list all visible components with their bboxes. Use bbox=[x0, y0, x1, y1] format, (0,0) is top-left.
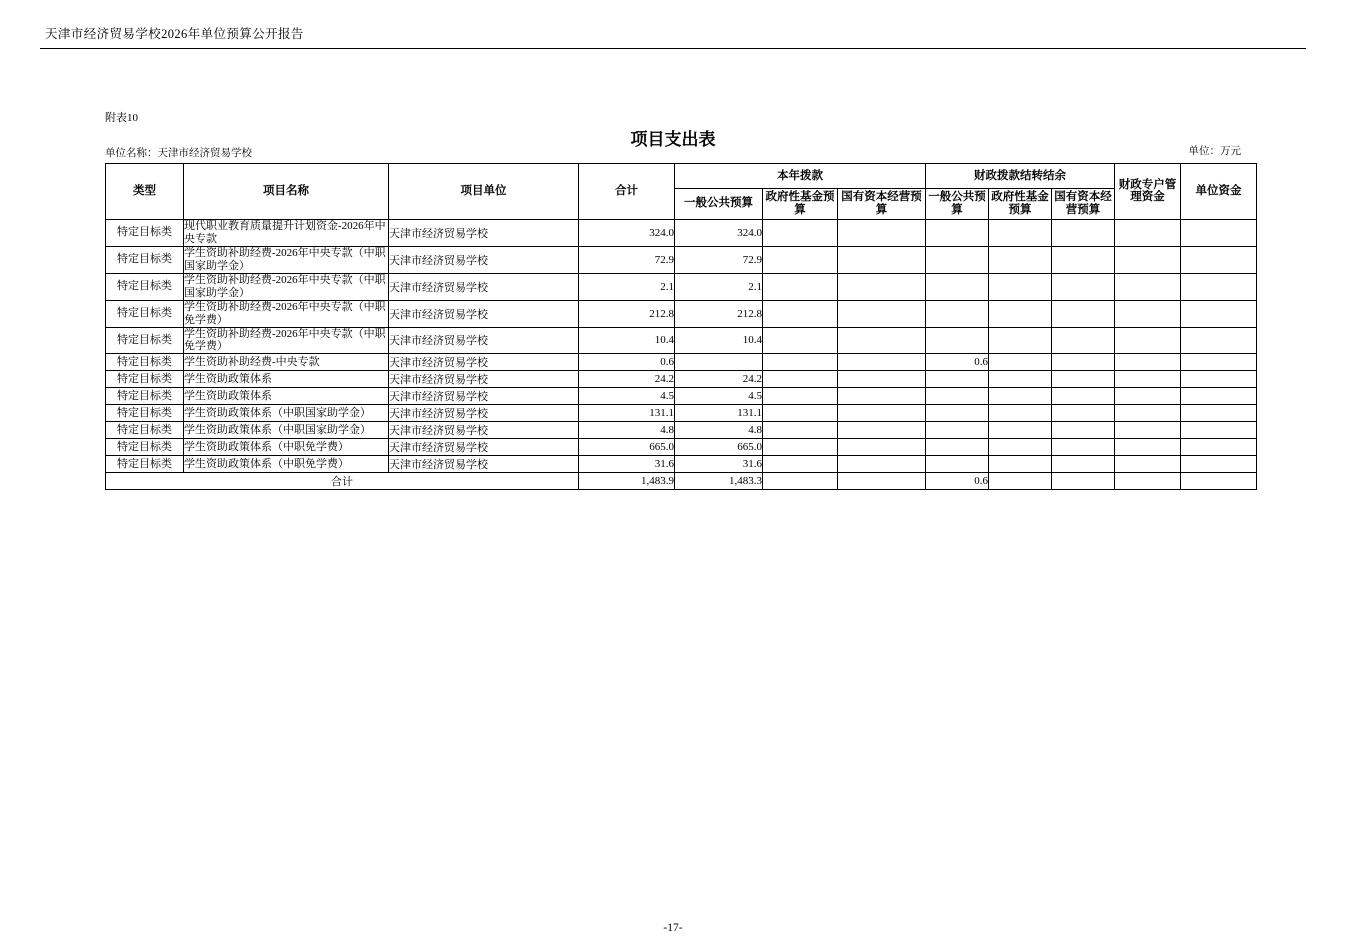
cell-cy-state-capital bbox=[838, 439, 926, 456]
cell-type: 特定目标类 bbox=[106, 405, 184, 422]
cell-cy-gov-fund bbox=[763, 405, 838, 422]
cell-type: 特定目标类 bbox=[106, 300, 184, 327]
table-row bbox=[106, 388, 1257, 405]
cell-co-general bbox=[926, 300, 989, 327]
cell-total: 31.6 bbox=[579, 456, 675, 473]
cell-co-state-capital bbox=[1052, 371, 1115, 388]
cell-co-general bbox=[926, 456, 989, 473]
cell-special-account bbox=[1115, 219, 1181, 246]
cell-co-gov-fund bbox=[989, 273, 1052, 300]
cell-total: 131.1 bbox=[579, 405, 675, 422]
cell-cy-general: 212.8 bbox=[675, 300, 763, 327]
col-header-special-account: 财政专户管理资金 bbox=[1115, 164, 1181, 220]
running-header: 天津市经济贸易学校2026年单位预算公开报告 bbox=[45, 27, 304, 41]
cell-co-gov-fund bbox=[989, 439, 1052, 456]
cell-project-name: 学生资助补助经费-2026年中央专款（中职免学费） bbox=[184, 327, 389, 354]
cell-cy-general: 2.1 bbox=[675, 273, 763, 300]
cell-project-name: 学生资助政策体系（中职免学费） bbox=[184, 456, 389, 473]
cell-project-name: 学生资助补助经费-2026年中央专款（中职国家助学金） bbox=[184, 246, 389, 273]
cell-co-state-capital bbox=[1052, 327, 1115, 354]
cell-special-account bbox=[1115, 354, 1181, 371]
cell-project-unit: 天津市经济贸易学校 bbox=[389, 439, 579, 456]
page-title: 项目支出表 bbox=[630, 130, 716, 149]
cell-type: 特定目标类 bbox=[106, 219, 184, 246]
total-cell-unit-funds bbox=[1181, 473, 1257, 490]
cell-co-gov-fund bbox=[989, 354, 1052, 371]
cell-project-name: 学生资助政策体系 bbox=[184, 388, 389, 405]
cell-unit-funds bbox=[1181, 422, 1257, 439]
cell-co-state-capital bbox=[1052, 354, 1115, 371]
cell-cy-general: 131.1 bbox=[675, 405, 763, 422]
table-row bbox=[106, 422, 1257, 439]
cell-co-gov-fund bbox=[989, 219, 1052, 246]
attachment-label: 附表10 bbox=[105, 112, 138, 124]
cell-co-state-capital bbox=[1052, 388, 1115, 405]
cell-cy-state-capital bbox=[838, 246, 926, 273]
table-row bbox=[106, 371, 1257, 388]
table-total-row bbox=[106, 473, 1257, 490]
col-header-carryover-group: 财政拨款结转结余 bbox=[926, 164, 1115, 189]
cell-co-general bbox=[926, 327, 989, 354]
total-cell-total: 1,483.9 bbox=[579, 473, 675, 490]
col-header-project-unit: 项目单位 bbox=[389, 164, 579, 220]
cell-project-unit: 天津市经济贸易学校 bbox=[389, 273, 579, 300]
cell-co-gov-fund bbox=[989, 300, 1052, 327]
cell-co-state-capital bbox=[1052, 273, 1115, 300]
cell-type: 特定目标类 bbox=[106, 327, 184, 354]
cell-cy-state-capital bbox=[838, 422, 926, 439]
col-header-co-state-capital: 国有资本经营预算 bbox=[1052, 189, 1115, 220]
cell-co-state-capital bbox=[1052, 246, 1115, 273]
cell-cy-general: 324.0 bbox=[675, 219, 763, 246]
cell-co-state-capital bbox=[1052, 456, 1115, 473]
cell-project-name: 学生资助补助经费-2026年中央专款（中职免学费） bbox=[184, 300, 389, 327]
table-row bbox=[106, 327, 1257, 354]
cell-co-general bbox=[926, 439, 989, 456]
cell-type: 特定目标类 bbox=[106, 246, 184, 273]
cell-unit-funds bbox=[1181, 439, 1257, 456]
cell-project-unit: 天津市经济贸易学校 bbox=[389, 300, 579, 327]
cell-unit-funds bbox=[1181, 246, 1257, 273]
cell-project-unit: 天津市经济贸易学校 bbox=[389, 219, 579, 246]
cell-cy-state-capital bbox=[838, 327, 926, 354]
cell-total: 212.8 bbox=[579, 300, 675, 327]
cell-unit-funds bbox=[1181, 273, 1257, 300]
cell-type: 特定目标类 bbox=[106, 439, 184, 456]
cell-type: 特定目标类 bbox=[106, 371, 184, 388]
table-row bbox=[106, 456, 1257, 473]
cell-total: 10.4 bbox=[579, 327, 675, 354]
cell-co-general bbox=[926, 388, 989, 405]
cell-total: 665.0 bbox=[579, 439, 675, 456]
total-cell-co-gov-fund bbox=[989, 473, 1052, 490]
cell-cy-state-capital bbox=[838, 456, 926, 473]
cell-cy-gov-fund bbox=[763, 388, 838, 405]
table-row bbox=[106, 354, 1257, 371]
total-cell-co-general: 0.6 bbox=[926, 473, 989, 490]
cell-co-gov-fund bbox=[989, 456, 1052, 473]
cell-cy-gov-fund bbox=[763, 422, 838, 439]
table-body bbox=[106, 219, 1257, 490]
cell-project-name: 学生资助补助经费-2026年中央专款（中职国家助学金） bbox=[184, 273, 389, 300]
cell-co-state-capital bbox=[1052, 422, 1115, 439]
col-header-unit-funds: 单位资金 bbox=[1181, 164, 1257, 220]
cell-co-general bbox=[926, 422, 989, 439]
col-header-total: 合计 bbox=[579, 164, 675, 220]
cell-type: 特定目标类 bbox=[106, 354, 184, 371]
cell-project-unit: 天津市经济贸易学校 bbox=[389, 327, 579, 354]
project-expenditure-table bbox=[105, 163, 1257, 490]
cell-cy-gov-fund bbox=[763, 327, 838, 354]
table-row bbox=[106, 300, 1257, 327]
cell-co-gov-fund bbox=[989, 388, 1052, 405]
header-divider bbox=[40, 48, 1306, 49]
cell-unit-funds bbox=[1181, 405, 1257, 422]
cell-special-account bbox=[1115, 439, 1181, 456]
cell-co-general bbox=[926, 246, 989, 273]
cell-co-general bbox=[926, 405, 989, 422]
total-cell-cy-gov-fund bbox=[763, 473, 838, 490]
cell-cy-general: 31.6 bbox=[675, 456, 763, 473]
col-header-co-gov-fund: 政府性基金预算 bbox=[989, 189, 1052, 220]
table-row bbox=[106, 439, 1257, 456]
cell-project-unit: 天津市经济贸易学校 bbox=[389, 388, 579, 405]
cell-total: 24.2 bbox=[579, 371, 675, 388]
cell-unit-funds bbox=[1181, 300, 1257, 327]
cell-special-account bbox=[1115, 246, 1181, 273]
cell-co-state-capital bbox=[1052, 439, 1115, 456]
page-number: -17- bbox=[663, 922, 683, 934]
cell-co-gov-fund bbox=[989, 371, 1052, 388]
cell-project-name: 学生资助补助经费-中央专款 bbox=[184, 354, 389, 371]
cell-project-unit: 天津市经济贸易学校 bbox=[389, 405, 579, 422]
cell-co-general bbox=[926, 219, 989, 246]
cell-cy-state-capital bbox=[838, 388, 926, 405]
cell-type: 特定目标类 bbox=[106, 456, 184, 473]
cell-cy-gov-fund bbox=[763, 246, 838, 273]
cell-project-unit: 天津市经济贸易学校 bbox=[389, 246, 579, 273]
cell-unit-funds bbox=[1181, 388, 1257, 405]
col-header-type: 类型 bbox=[106, 164, 184, 220]
cell-project-name: 学生资助政策体系（中职国家助学金） bbox=[184, 422, 389, 439]
cell-cy-gov-fund bbox=[763, 273, 838, 300]
cell-total-label: 合计 bbox=[106, 473, 579, 490]
cell-cy-general: 24.2 bbox=[675, 371, 763, 388]
cell-cy-gov-fund bbox=[763, 300, 838, 327]
cell-total: 2.1 bbox=[579, 273, 675, 300]
cell-total: 0.6 bbox=[579, 354, 675, 371]
cell-cy-state-capital bbox=[838, 354, 926, 371]
cell-cy-gov-fund bbox=[763, 371, 838, 388]
unit-measure: 单位：万元 bbox=[1188, 146, 1241, 157]
cell-unit-funds bbox=[1181, 456, 1257, 473]
cell-cy-gov-fund bbox=[763, 219, 838, 246]
cell-type: 特定目标类 bbox=[106, 273, 184, 300]
cell-total: 324.0 bbox=[579, 219, 675, 246]
cell-special-account bbox=[1115, 327, 1181, 354]
cell-special-account bbox=[1115, 422, 1181, 439]
cell-cy-general: 4.8 bbox=[675, 422, 763, 439]
cell-total: 4.5 bbox=[579, 388, 675, 405]
cell-project-name: 学生资助政策体系（中职免学费） bbox=[184, 439, 389, 456]
cell-co-general: 0.6 bbox=[926, 354, 989, 371]
cell-cy-general: 665.0 bbox=[675, 439, 763, 456]
cell-cy-general: 4.5 bbox=[675, 388, 763, 405]
col-header-current-year-group: 本年拨款 bbox=[675, 164, 926, 189]
cell-total: 4.8 bbox=[579, 422, 675, 439]
cell-cy-general: 10.4 bbox=[675, 327, 763, 354]
table-row bbox=[106, 405, 1257, 422]
cell-special-account bbox=[1115, 405, 1181, 422]
cell-special-account bbox=[1115, 273, 1181, 300]
cell-cy-gov-fund bbox=[763, 354, 838, 371]
cell-co-state-capital bbox=[1052, 219, 1115, 246]
cell-special-account bbox=[1115, 300, 1181, 327]
cell-unit-funds bbox=[1181, 327, 1257, 354]
cell-co-state-capital bbox=[1052, 300, 1115, 327]
total-cell-co-state-capital bbox=[1052, 473, 1115, 490]
cell-type: 特定目标类 bbox=[106, 422, 184, 439]
cell-cy-state-capital bbox=[838, 300, 926, 327]
total-cell-special-account bbox=[1115, 473, 1181, 490]
cell-cy-general: 72.9 bbox=[675, 246, 763, 273]
col-header-cy-gov-fund: 政府性基金预算 bbox=[763, 189, 838, 220]
cell-special-account bbox=[1115, 371, 1181, 388]
cell-co-gov-fund bbox=[989, 405, 1052, 422]
table-row bbox=[106, 246, 1257, 273]
cell-type: 特定目标类 bbox=[106, 388, 184, 405]
table-row bbox=[106, 219, 1257, 246]
cell-cy-gov-fund bbox=[763, 439, 838, 456]
col-header-co-general: 一般公共预算 bbox=[926, 189, 989, 220]
cell-co-gov-fund bbox=[989, 246, 1052, 273]
cell-project-name: 学生资助政策体系 bbox=[184, 371, 389, 388]
cell-total: 72.9 bbox=[579, 246, 675, 273]
cell-project-name: 现代职业教育质量提升计划资金-2026年中央专款 bbox=[184, 219, 389, 246]
col-header-cy-general: 一般公共预算 bbox=[675, 189, 763, 220]
cell-project-unit: 天津市经济贸易学校 bbox=[389, 422, 579, 439]
total-cell-cy-state-capital bbox=[838, 473, 926, 490]
col-header-cy-state-capital: 国有资本经营预算 bbox=[838, 189, 926, 220]
cell-cy-state-capital bbox=[838, 219, 926, 246]
cell-unit-funds bbox=[1181, 354, 1257, 371]
cell-project-unit: 天津市经济贸易学校 bbox=[389, 354, 579, 371]
cell-special-account bbox=[1115, 388, 1181, 405]
cell-project-name: 学生资助政策体系（中职国家助学金） bbox=[184, 405, 389, 422]
unit-name: 单位名称：天津市经济贸易学校 bbox=[105, 148, 252, 159]
cell-cy-general bbox=[675, 354, 763, 371]
cell-cy-state-capital bbox=[838, 273, 926, 300]
col-header-project-name: 项目名称 bbox=[184, 164, 389, 220]
cell-co-general bbox=[926, 371, 989, 388]
cell-cy-state-capital bbox=[838, 405, 926, 422]
total-cell-cy-general: 1,483.3 bbox=[675, 473, 763, 490]
cell-cy-state-capital bbox=[838, 371, 926, 388]
table-row bbox=[106, 273, 1257, 300]
cell-co-general bbox=[926, 273, 989, 300]
cell-co-state-capital bbox=[1052, 405, 1115, 422]
cell-special-account bbox=[1115, 456, 1181, 473]
cell-cy-gov-fund bbox=[763, 456, 838, 473]
cell-co-gov-fund bbox=[989, 327, 1052, 354]
cell-co-gov-fund bbox=[989, 422, 1052, 439]
cell-project-unit: 天津市经济贸易学校 bbox=[389, 371, 579, 388]
cell-project-unit: 天津市经济贸易学校 bbox=[389, 456, 579, 473]
cell-unit-funds bbox=[1181, 219, 1257, 246]
cell-unit-funds bbox=[1181, 371, 1257, 388]
